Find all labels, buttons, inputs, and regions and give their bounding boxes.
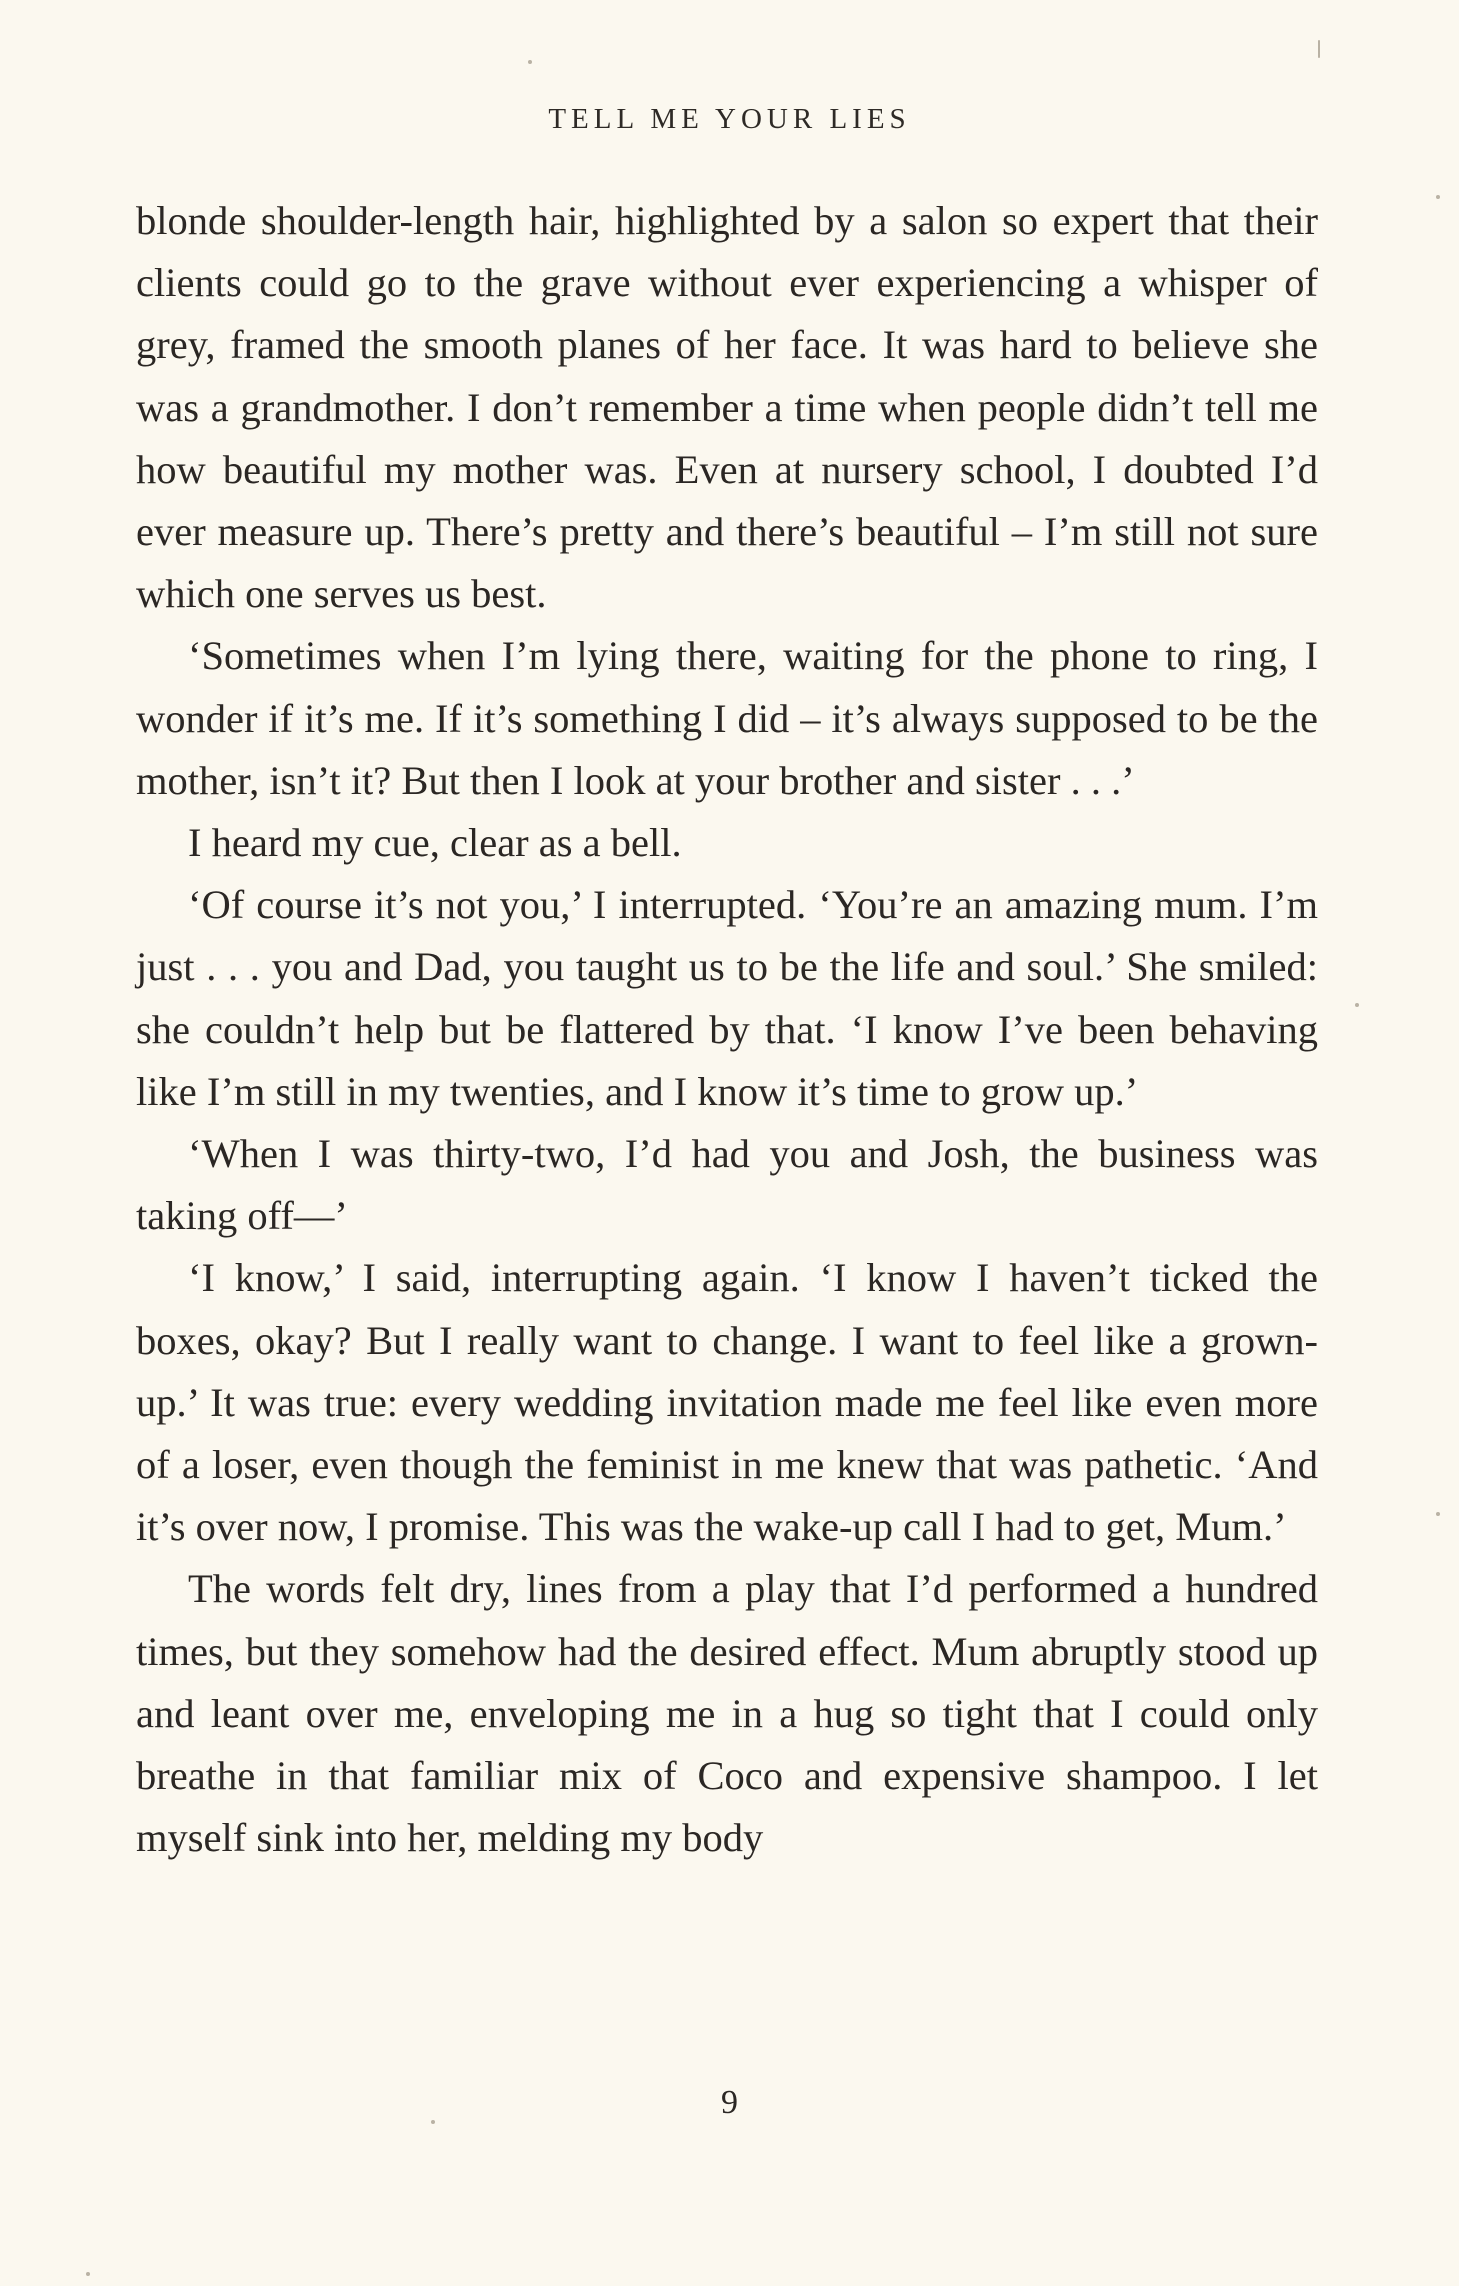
paragraph: ‘I know,’ I said, interrupting again. ‘I know I haven’t ticked the boxes, okay? But I really want to change. I want to feel like a grown-up.’ It was true: every wedding invitation made me feel like even more of a loser, even though the feminist in me knew that was pathetic. ‘And it’s over now, I promise. This was the wake-up call I had to get, Mum.’ — [136, 1255, 1318, 1550]
running-head: TELL ME YOUR LIES — [548, 103, 911, 135]
paragraph: blonde shoulder-length hair, highlighted by a salon so expert that their clients could go to the grave without ever experiencing a whisper of grey, framed the smooth planes of her face. It was hard to believe she was a grandmother. I don’t remember a time when people didn’t tell me how beautiful my mother was. Even at nursery school, I doubted I’d ever measure up. There’s pretty and there’s beautiful – I’m still not sure which one serves us best. — [136, 198, 1318, 617]
paper-speck — [1436, 195, 1440, 199]
paper-speck — [1355, 1003, 1359, 1007]
body-text — [136, 190, 1318, 1869]
paragraph: I heard my cue, clear as a bell. — [188, 820, 682, 866]
paragraph: The words felt dry, lines from a play that I’d performed a hundred times, but they somehow had the desired effect. Mum abruptly stood up and leant over me, enveloping me in a hug so tight that I could only breathe in that familiar mix of Coco and expensive shampoo. I let myself sink into her, melding my body — [136, 1566, 1318, 1861]
paragraph: ‘Of course it’s not you,’ I interrupted. ‘You’re an amazing mum. I’m just . . . you and Dad, you taught us to be the life and soul.’ She smiled: she couldn’t help but be flattered by that. ‘I know I’ve been behaving like I’m still in my twenties, and I know it’s time to grow up.’ — [136, 882, 1318, 1114]
paper-speck — [1318, 40, 1320, 58]
paper-speck — [528, 60, 532, 64]
paper-speck — [1436, 1512, 1440, 1516]
page-number: 9 — [721, 2084, 738, 2121]
paragraph: ‘Sometimes when I’m lying there, waiting for the phone to ring, I wonder if it’s me. If it’s something I did – it’s always supposed to be the mother, isn’t it? But then I look at your brother and sister . . .’ — [136, 633, 1318, 803]
paper-speck — [86, 2272, 90, 2276]
paragraph: ‘When I was thirty-two, I’d had you and Josh, the business was taking off—’ — [136, 1131, 1318, 1239]
paper-speck — [431, 2120, 435, 2124]
